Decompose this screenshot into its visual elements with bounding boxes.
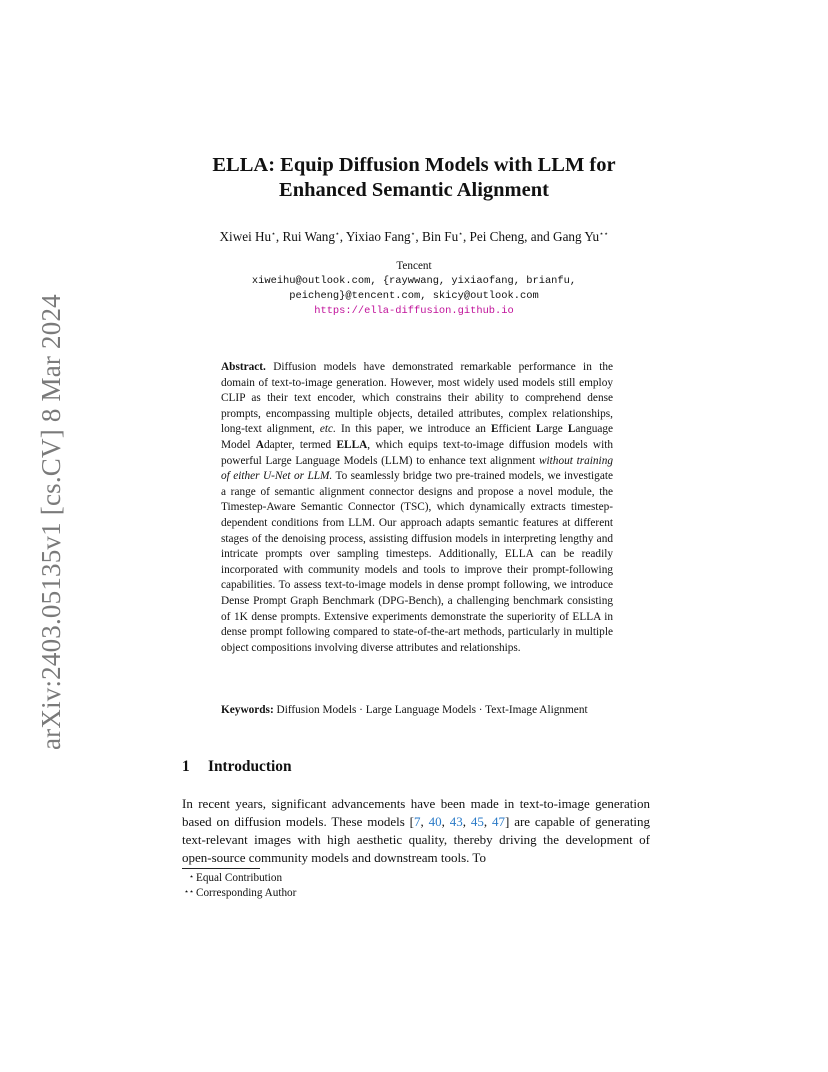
project-url-link[interactable]: https://ella-diffusion.github.io <box>314 305 514 317</box>
equal-contribution-mark: ⋆ <box>410 229 416 238</box>
footnote-text: Equal Contribution <box>196 872 283 884</box>
keywords <box>221 703 613 719</box>
section-title: Introduction <box>208 758 292 775</box>
acronym-letter: L <box>567 423 576 436</box>
author-name: Bin Fu <box>421 229 459 244</box>
abstract-text: etc. <box>319 423 336 436</box>
abstract-text: Diffusion models have demonstrated remarkable performance in the domain of text-to-image generation. However, most widely used models still employ CLIP as their text encoder, which constrains their ability to comprehend dense prompts, encompassing multiple objects, detailed attributes, complex relationships, long-text alignment, <box>221 361 613 436</box>
organization: Tencent <box>396 260 432 272</box>
footnotes <box>182 871 296 901</box>
title-line-2: Enhanced Semantic Alignment <box>279 179 549 201</box>
abstract-label: Abstract. <box>221 361 266 373</box>
paragraph <box>182 795 650 867</box>
author-name: Pei Cheng <box>469 229 525 244</box>
acronym-letter: E <box>490 423 499 436</box>
introduction-body <box>182 795 650 867</box>
footnote <box>182 886 296 901</box>
abstract-text: To seamlessly bridge two pre-trained models, we investigate a range of semantic alignment connector designs and propose a novel module, the Timestep-Aware Semantic Connector (TSC), which dynamically extracts timestep-dependent conditions from LLM. Our approach adapts semantic features at different stages of the denoising process, assisting diffusion models in interpreting lengthy and intricate prompts over sampling timesteps. Additionally, ELLA can be readily incorporated with community models and tools to improve their prompt-following capabilities. To assess text-to-image models in dense prompt following, we introduce Dense Prompt Graph Benchmark (DPG-Bench), a challenging benchmark consisting of 1K dense prompts. Extensive experiments demonstrate the superiority of ELLA in dense prompt following compared to state-of-the-art methods, particularly in multiple object compositions involving diverse attributes and relationships. <box>221 470 613 654</box>
citation-link[interactable]: 47 <box>492 814 505 829</box>
citation-separator: , <box>420 814 429 829</box>
section-number: 1 <box>182 758 190 775</box>
author-name: and Gang Yu <box>530 229 600 244</box>
footnote-mark: ⋆ <box>188 872 194 881</box>
affiliation-block <box>140 259 688 319</box>
equal-contribution-mark: ⋆ <box>458 229 463 238</box>
abstract-text: arge <box>543 423 563 436</box>
email-line: xiweihu@outlook.com, {raywwang, yixiaofang, brianfu, <box>251 275 577 287</box>
author-separator: , <box>415 229 422 244</box>
author-name: Rui Wang <box>282 229 335 244</box>
author-separator: , <box>275 229 283 244</box>
author-separator: , <box>339 229 346 244</box>
paper-title <box>140 153 688 203</box>
abstract-text: , which equips text-to-image diffusion models with powerful Large Language Models (LLM) to enhance text alignment <box>221 438 614 467</box>
abstract-text: anguage Model <box>221 423 614 451</box>
body-text: ] are capable of generating text-relevant images with high aesthetic quality, thereby driving the development of open-source community models and downstream tools. To <box>182 814 651 865</box>
keywords-label: Keywords: <box>221 704 274 716</box>
author-name: Yixiao Fang <box>345 229 411 244</box>
footnote-mark: ⋆⋆ <box>183 887 194 896</box>
author-name: Xiwei Hu <box>219 229 272 244</box>
footnote <box>182 871 296 886</box>
citation-link[interactable]: 43 <box>449 814 463 829</box>
abstract <box>221 360 613 656</box>
acronym-letter: A <box>255 438 264 451</box>
arxiv-identifier: arXiv:2403.05135v1 [cs.CV] 8 Mar 2024 <box>36 294 66 750</box>
author-list <box>140 229 688 245</box>
abstract-emphasis: without training of either U-Net or LLM. <box>221 454 613 483</box>
equal-contribution-mark: ⋆ <box>271 229 276 238</box>
section-heading <box>182 758 292 776</box>
author-separator: , <box>462 229 470 244</box>
footnote-rule <box>182 868 260 869</box>
abstract-text: fficient <box>498 423 531 436</box>
author-separator: , <box>524 229 531 244</box>
abstract-text: dapter, <box>263 438 295 451</box>
title-line-1: ELLA: Equip Diffusion Models with LLM for <box>212 154 616 176</box>
citation-separator: , <box>441 814 450 829</box>
citation-separator: , <box>483 814 492 829</box>
keywords-text: Diffusion Models · Large Language Models · Text-Image Alignment <box>276 704 588 716</box>
equal-contribution-mark: ⋆ <box>335 229 340 238</box>
corresponding-author-mark: ⋆⋆ <box>599 229 609 238</box>
abstract-text: termed <box>299 438 332 451</box>
method-name: ELLA <box>336 438 368 451</box>
email-line: peicheng}@tencent.com, skicy@outlook.com <box>289 290 539 302</box>
citation-separator: , <box>462 814 471 829</box>
footnote-text: Corresponding Author <box>196 887 297 899</box>
abstract-text: In this paper, we introduce an <box>340 423 486 436</box>
citation-link[interactable]: 7 <box>414 814 421 829</box>
citation-link[interactable]: 40 <box>428 814 442 829</box>
body-text: In recent years, significant advancements have been made in text-to-image generation based on diffusion models. These models [ <box>182 796 650 829</box>
acronym-letter: L <box>536 423 544 436</box>
citation-link[interactable]: 45 <box>470 814 484 829</box>
